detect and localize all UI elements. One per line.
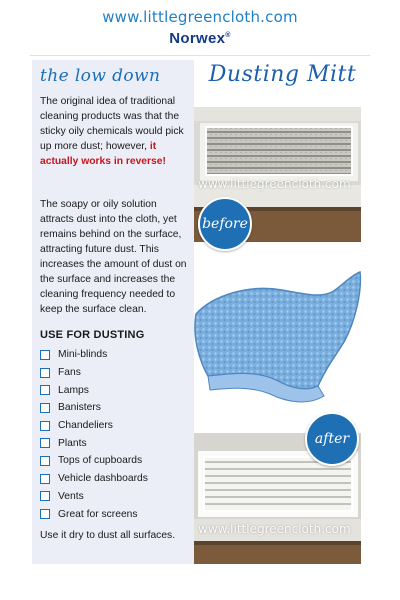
header-divider [30, 55, 370, 56]
brand-logo [0, 27, 400, 48]
list-item [40, 434, 148, 452]
checkbox-icon [40, 474, 50, 484]
list-item [40, 470, 148, 488]
checkbox-icon [40, 456, 50, 466]
after-badge: after [305, 412, 359, 466]
list-item [40, 488, 148, 506]
list-item [40, 381, 148, 399]
before-watermark: www.littlegreencloth.com [198, 177, 351, 191]
list-item [40, 417, 148, 435]
checkbox-icon [40, 403, 50, 413]
checkbox-icon [40, 491, 50, 501]
checkbox-icon [40, 368, 50, 378]
list-item [40, 452, 148, 470]
list-item [40, 346, 148, 364]
header [0, 8, 400, 48]
list-item-label: Vehicle dashboards [58, 473, 148, 485]
registered-mark: ® [225, 32, 231, 39]
checkbox-icon [40, 350, 50, 360]
use-for-heading: USE FOR DUSTING [40, 329, 145, 341]
before-badge: before [198, 197, 252, 251]
list-item-label: Plants [58, 437, 87, 449]
dusting-mitt-image [178, 262, 368, 422]
list-item-label: Banisters [58, 402, 101, 414]
intro-emphasis: it actually works in reverse! [40, 141, 166, 167]
list-item-label: Great for screens [58, 508, 138, 520]
checkbox-icon [40, 438, 50, 448]
closing-text: Use it dry to dust all surfaces. [40, 530, 176, 541]
list-item-label: Mini-blinds [58, 349, 108, 361]
checkbox-icon [40, 509, 50, 519]
list-item-label: Fans [58, 367, 81, 379]
list-item-label: Tops of cupboards [58, 455, 143, 467]
use-list [40, 346, 148, 523]
checkbox-icon [40, 421, 50, 431]
explanation-paragraph: The soapy or oily solution attracts dust into the cloth, yet remains behind on the surface, attracting future dust. This increases the amount of dust on the surface and increases the cleaning frequency needed to keep the surface clean. [40, 199, 187, 315]
after-watermark: www.littlegreencloth.com [198, 522, 351, 536]
brand-name: Norwex [169, 30, 226, 47]
list-item-label: Lamps [58, 384, 89, 396]
intro-text: The original idea of traditional cleaning products was that the sticky oily chemicals would pick up more dust; however, [40, 96, 184, 152]
list-item [40, 364, 148, 382]
checkbox-icon [40, 385, 50, 395]
intro-paragraph [40, 94, 191, 169]
list-item [40, 399, 148, 417]
section-heading: the low down [40, 66, 161, 86]
info-panel [32, 60, 194, 564]
site-url: www.littlegreencloth.com [102, 8, 298, 26]
list-item [40, 505, 148, 523]
product-title: Dusting Mitt [208, 62, 357, 87]
list-item-label: Chandeliers [58, 420, 113, 432]
list-item-label: Vents [58, 490, 84, 502]
